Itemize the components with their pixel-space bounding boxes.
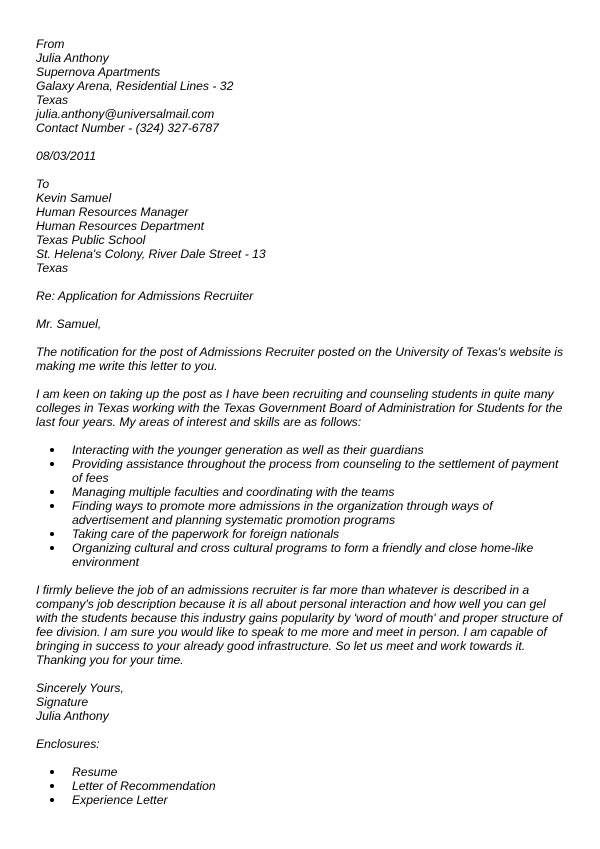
closing-paragraph: I firmly believe the job of an admissions recruiter is far more than whatever is described in a company's job description because it is all about personal interaction and how well you can gel with the students because this industry gains popularity by 'word of mouth' and proper structure of fee division. I am sure you would like to speak to me more and meet in person. I am capable of bringing in success to your already good infrastructure. So let us meet and work towards it. Thanking you for your time.: [36, 583, 563, 667]
recipient-name: Kevin Samuel: [36, 191, 112, 205]
letter-page: [36, 37, 570, 821]
recipient-title: Human Resources Manager: [36, 205, 189, 219]
sender-name: Julia Anthony: [36, 51, 109, 65]
signer-name: Julia Anthony: [36, 709, 109, 723]
sender-building: Supernova Apartments: [36, 65, 161, 79]
signature: Signature: [36, 695, 89, 709]
list-item: Finding ways to promote more admissions in the organization through ways of advertisement and planning systematic promotion programs: [72, 499, 570, 527]
intro-paragraph: The notification for the post of Admissions Recruiter posted on the University of Texas's website is making me write this letter to you.: [36, 345, 564, 373]
recipient-street: St. Helena's Colony, River Dale Street - 13: [36, 247, 266, 261]
letter-date: [36, 149, 570, 163]
from-heading: From: [36, 37, 65, 51]
recipient-organization: Texas Public School: [36, 233, 146, 247]
list-item: Organizing cultural and cross cultural programs to form a friendly and close home-like environment: [72, 541, 570, 569]
sign-off: [36, 681, 570, 723]
skills-list: [36, 443, 570, 569]
to-heading: To: [36, 177, 50, 191]
date-text: 08/03/2011: [36, 149, 97, 163]
subject-line: Re: Application for Admissions Recruiter: [36, 289, 254, 303]
list-item: Providing assistance throughout the process from counseling to the settlement of payment of fees: [72, 457, 570, 485]
list-item: Experience Letter: [72, 793, 570, 807]
recipient-department: Human Resources Department: [36, 219, 204, 233]
sender-street: Galaxy Arena, Residential Lines - 32: [36, 79, 234, 93]
sender-state: Texas: [36, 93, 69, 107]
recipient-state: Texas: [36, 261, 69, 275]
experience-paragraph: I am keen on taking up the post as I have been recruiting and counseling students in quite many colleges in Texas working with the Texas Government Board of Administration for Students for the last four years. My areas of interest and skills are as follows:: [36, 387, 563, 429]
enclosures-heading: Enclosures:: [36, 737, 100, 751]
sender-phone: Contact Number - (324) 327-6787: [36, 121, 219, 135]
sender-address: [36, 37, 570, 135]
salutation: Mr. Samuel,: [36, 317, 102, 331]
list-item: Resume: [72, 765, 570, 779]
list-item: Interacting with the younger generation as well as their guardians: [72, 443, 570, 457]
recipient-address: [36, 177, 570, 275]
enclosures-list: [36, 765, 570, 807]
valediction: Sincerely Yours,: [36, 681, 124, 695]
list-item: Taking care of the paperwork for foreign nationals: [72, 527, 570, 541]
sender-email: julia.anthony@universalmail.com: [36, 107, 215, 121]
list-item: Letter of Recommendation: [72, 779, 570, 793]
list-item: Managing multiple faculties and coordinating with the teams: [72, 485, 570, 499]
